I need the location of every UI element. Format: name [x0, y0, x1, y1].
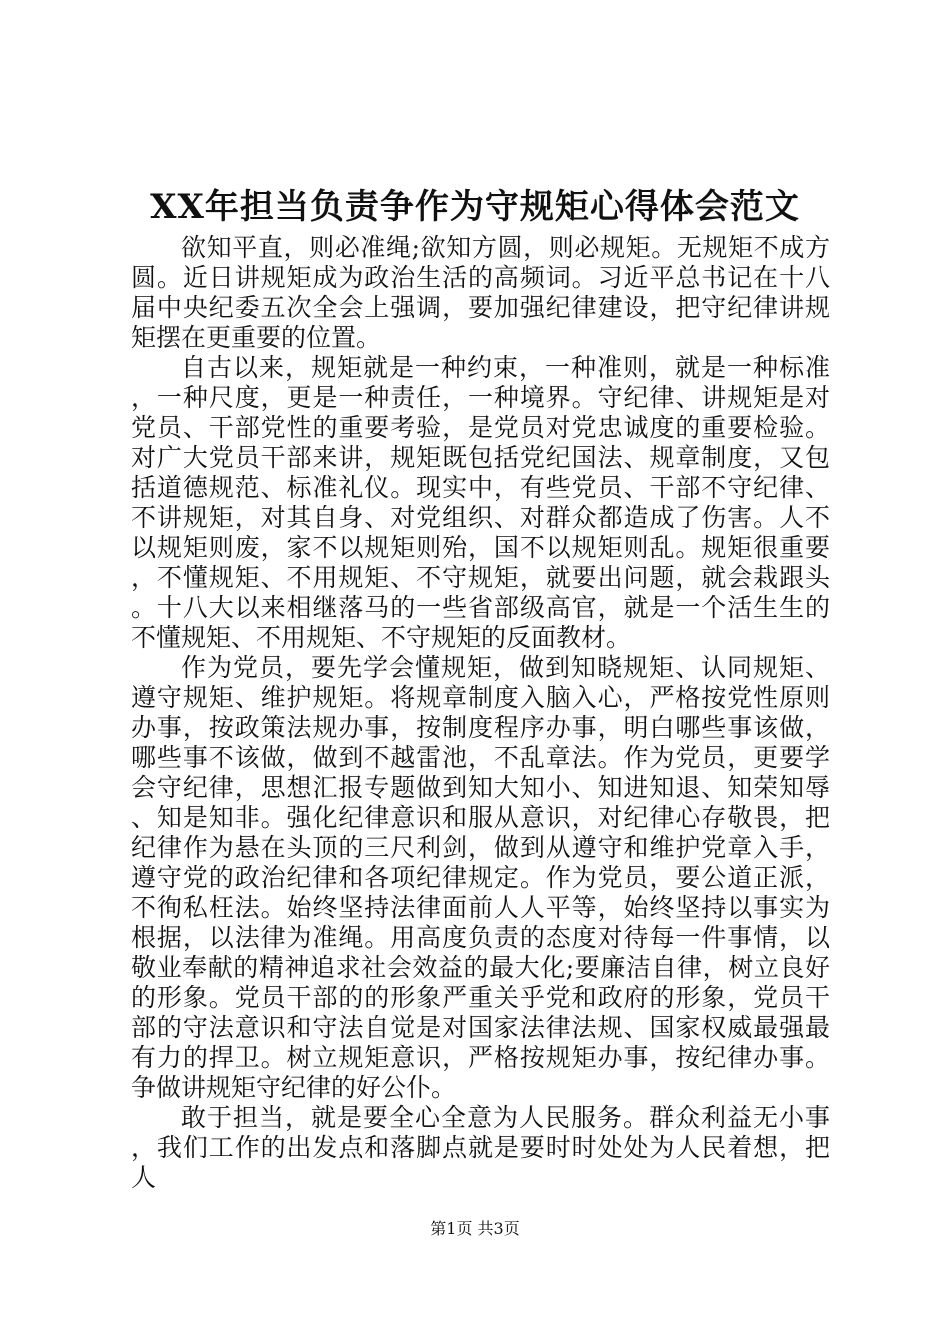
- document-body: [131, 233, 830, 1193]
- paragraph-3: 作为党员，要先学会懂规矩，做到知晓规矩、认同规矩、遵守规矩、维护规矩。将规章制度入脑入心，严格按党性原则办事，按政策法规办事，按制度程序办事，明白哪些事该做，哪些事不该做，做到不越雷池，不乱章法。作为党员，更要学会守纪律，思想汇报专题做到知大知小、知进知退、知荣知辱、知是知非。强化纪律意识和服从意识，对纪律心存敬畏，把纪律作为悬在头顶的三尺利剑，做到从遵守和维护党章入手，遵守党的政治纪律和各项纪律规定。作为党员，要公道正派，不徇私枉法。始终坚持法律面前人人平等，始终坚持以事实为根据，以法律为准绳。用高度负责的态度对待每一件事情，以敬业奉献的精神追求社会效益的最大化;要廉洁自律，树立良好的形象。党员干部的的形象严重关乎党和政府的形象，党员干部的守法意识和守法自觉是对国家法律法规、国家权威最强最有力的捍卫。树立规矩意识，严格按规矩办事，按纪律办事。争做讲规矩守纪律的好公仆。: [131, 653, 830, 1102]
- paragraph-1: 欲知平直，则必准绳;欲知方圆，则必规矩。无规矩不成方圆。近日讲规矩成为政治生活的高频词。习近平总书记在十八届中央纪委五次全会上强调，要加强纪律建设，把守纪律讲规矩摆在更重要的位置。: [131, 233, 830, 352]
- page-footer: 第1页 共3页: [430, 1219, 520, 1238]
- document-title: XX年担当负责争作为守规矩心得体会范文: [150, 187, 800, 227]
- paragraph-2: 自古以来，规矩就是一种约束，一种准则，就是一种标准，一种尺度，更是一种责任，一种境界。守纪律、讲规矩是对党员、干部党性的重要考验，是党员对党忠诚度的重要检验。对广大党员干部来讲，规矩既包括党纪国法、规章制度，又包括道德规范、标准礼仪。现实中，有些党员、干部不守纪律、不讲规矩，对其自身、对党组织、对群众都造成了伤害。人不以规矩则废，家不以规矩则殆，国不以规矩则乱。规矩很重要，不懂规矩、不用规矩、不守规矩，就要出问题，就会栽跟头。十八大以来相继落马的一些省部级高官，就是一个活生生的不懂规矩、不用规矩、不守规矩的反面教材。: [131, 353, 830, 652]
- paragraph-4: 敢于担当，就是要全心全意为人民服务。群众利益无小事，我们工作的出发点和落脚点就是要时时处处为人民着想，把人: [131, 1103, 830, 1192]
